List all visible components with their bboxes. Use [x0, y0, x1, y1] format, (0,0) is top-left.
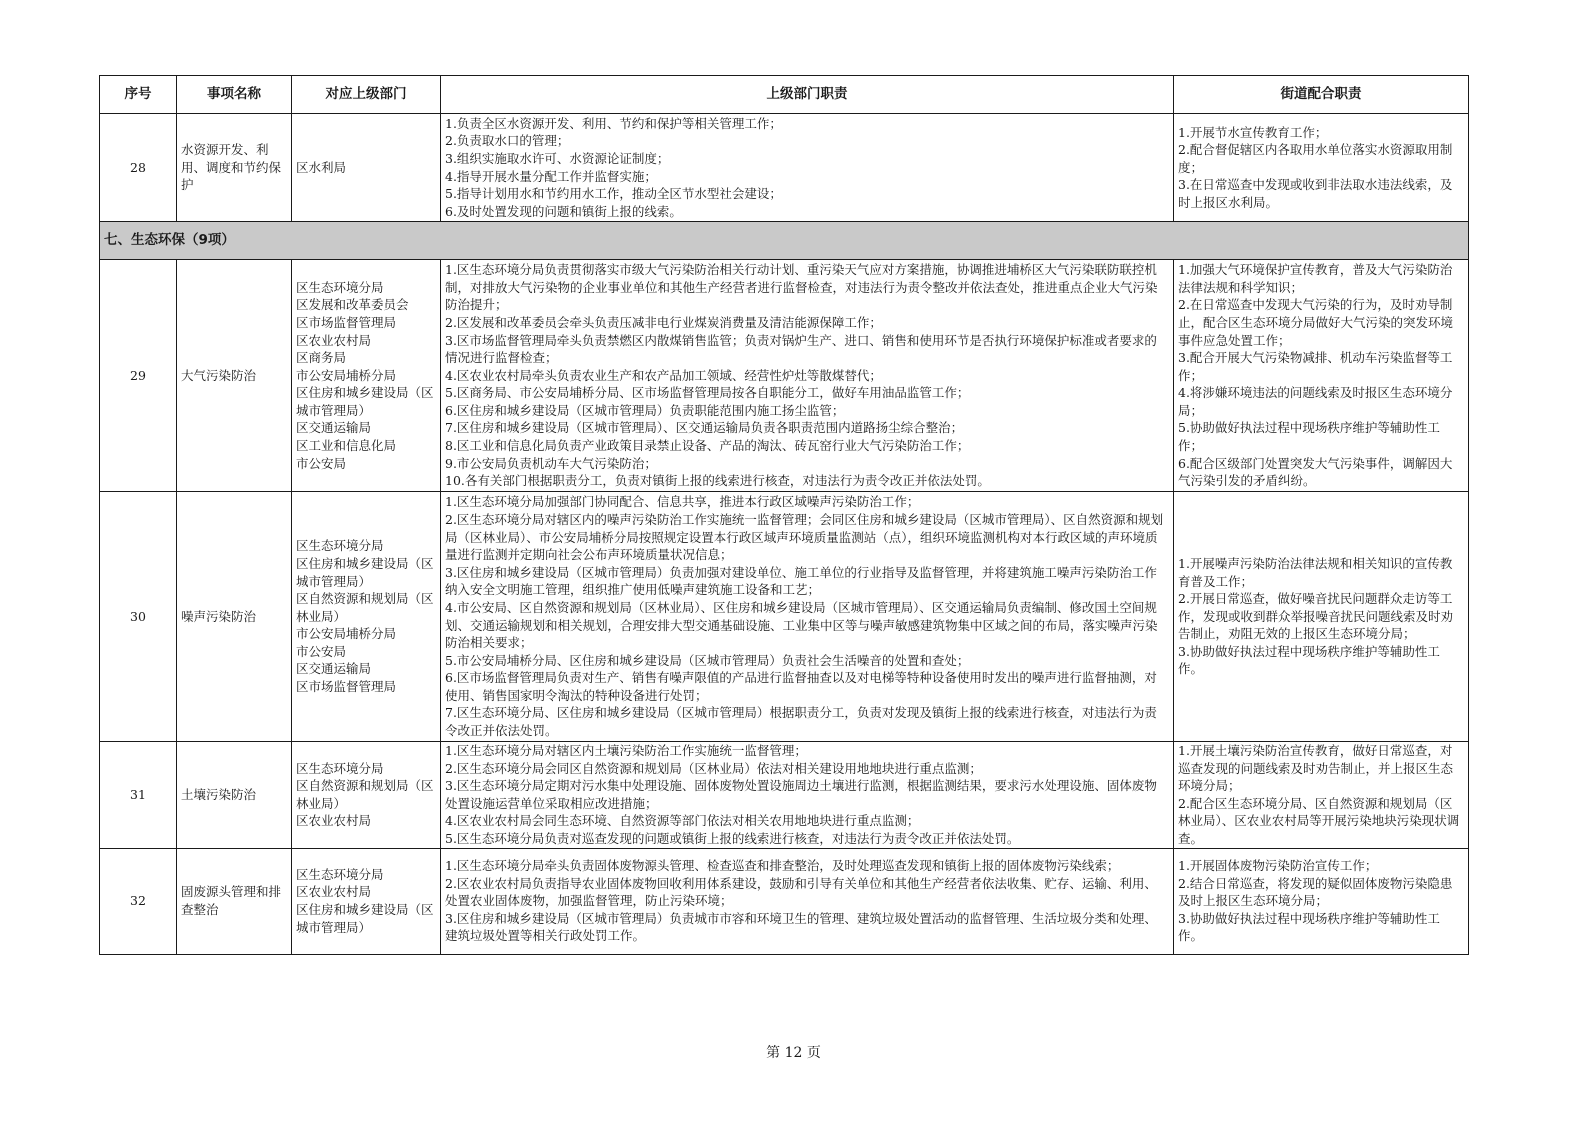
text-line: 4.指导开展水量分配工作并监督实施；	[445, 168, 657, 184]
text-line: 区生态环境分局	[296, 279, 384, 295]
text-line: 1.区生态环境分局负责贯彻落实市级大气污染防治相关行动计划、重污染天气应对方案措施，协调推进埔桥区大气污染联防联控机制，对排放大气污染物的企业事业单位和其他生产经营者进行监督检查，对违法行为责令整改并依法查处，推进重点企业大气污染防治提升；	[445, 262, 1158, 313]
text-line: 1.开展噪声污染防治法律法规和相关知识的宣传教育普及工作；	[1178, 555, 1453, 589]
duty-table	[99, 75, 1469, 955]
text-line: 区住房和城乡建设局（区城市管理局）	[296, 385, 434, 418]
superior-duties	[441, 742, 1174, 849]
text-line: 1.加强大气环境保护宣传教育，普及大气污染防治法律法规和科学知识；	[1178, 262, 1453, 295]
text-line: 3.在日常巡查中发现或收到非法取水违法线索，及时上报区水利局。	[1178, 177, 1453, 210]
text-line: 8.区工业和信息化局负责产业政策目录禁止设备、产品的淘汰、砖瓦窑行业大气污染防治工作；	[445, 438, 970, 454]
text-line: 5.区生态环境分局负责对巡查发现的问题或镇街上报的线索进行核查，对违法行为责令改正并依法处罚。	[445, 830, 1020, 846]
text-line: 2.区生态环境分局会同区自然资源和规划局（区林业局）依法对相关建设用地地块进行重点监测；	[445, 760, 982, 776]
header-seq: 序号	[100, 76, 177, 114]
table-row	[100, 114, 1469, 222]
text-line: 4.区农业农村局牵头负责农业生产和农产品加工领域、经营性炉灶等散煤替代；	[445, 367, 882, 383]
text-line: 1.负责全区水资源开发、利用、节约和保护等相关管理工作；	[445, 115, 782, 131]
text-line: 2.结合日常巡查，将发现的疑似固体废物污染隐患及时上报区生态环境分局；	[1178, 875, 1453, 909]
dept-list	[292, 260, 441, 492]
street-duties	[1174, 492, 1469, 742]
table-row	[100, 848, 1469, 954]
table-row	[100, 492, 1469, 742]
text-line: 市公安局	[296, 643, 347, 659]
text-line: 区商务局	[296, 350, 347, 366]
text-line: 区自然资源和规划局（区林业局）	[296, 778, 434, 811]
text-line: 区市场监督管理局	[296, 314, 397, 330]
text-line: 区生态环境分局	[296, 760, 384, 776]
text-line: 市公安局	[296, 455, 347, 471]
superior-duties	[441, 260, 1174, 492]
text-line: 7.区住房和城乡建设局（区城市管理局）、区交通运输局负责各职责范围内道路扬尘综合整治；	[445, 420, 964, 436]
text-line: 1.区生态环境分局牵头负责固体废物源头管理、检查巡查和排查整治，及时处理巡查发现和镇街上报的固体废物污染线索；	[445, 858, 1120, 874]
text-line: 2.在日常巡查中发现大气污染的行为，及时劝导制止，配合区生态环境分局做好大气污染的突发环境事件应急处置工作；	[1178, 297, 1454, 348]
text-line: 区市场监督管理局	[296, 679, 397, 695]
text-line: 市公安局埔桥分局	[296, 367, 397, 383]
text-line: 5.协助做好执法过程中现场秩序维护等辅助性工作；	[1178, 420, 1440, 454]
text-line: 1.开展土壤污染防治宣传教育，做好日常巡查，对巡查发现的问题线索及时劝告制止，并上报区生态环境分局；	[1178, 743, 1454, 794]
page-number: 第 12 页	[766, 1045, 821, 1061]
text-line: 区生态环境分局	[296, 866, 384, 882]
dept-list	[292, 492, 441, 742]
text-line: 3.配合开展大气污染物减排、机动车污染监督等工作；	[1178, 350, 1453, 383]
row-number: 29	[100, 260, 177, 492]
superior-duties	[441, 114, 1174, 222]
text-line: 6.配合区级部门处置突发大气污染事件，调解因大气污染引发的矛盾纠纷。	[1178, 455, 1453, 489]
street-duties	[1174, 114, 1469, 222]
text-line: 5.市公安局埔桥分局、区住房和城乡建设局（区城市管理局）负责社会生活噪音的处置和查处；	[445, 652, 970, 668]
section-row	[100, 222, 1469, 260]
text-line: 市公安局埔桥分局	[296, 626, 397, 642]
text-line: 3.区市场监督管理局牵头负责禁燃区内散煤销售监管；负责对锅炉生产、进口、销售和使用环节是否执行环境保护标准或者要求的情况进行监督检查；	[445, 332, 1157, 366]
table-row	[100, 742, 1469, 849]
dept-list	[292, 848, 441, 954]
text-line: 4.将涉嫌环境违法的问题线索及时报区生态环境分局；	[1178, 385, 1453, 418]
text-line: 1.区生态环境分局对辖区内土壤污染防治工作实施统一监督管理；	[445, 743, 807, 758]
text-line: 10.各有关部门根据职责分工，负责对镇街上报的线索进行核查，对违法行为责令改正并依法处罚。	[445, 473, 990, 489]
header-superior-dept: 对应上级部门	[292, 76, 441, 114]
text-line: 区生态环境分局	[296, 538, 384, 554]
text-line: 2.负责取水口的管理；	[445, 133, 570, 149]
header-item-name: 事项名称	[177, 76, 292, 114]
text-line: 区发展和改革委员会	[296, 297, 409, 313]
text-line: 区交通运输局	[296, 420, 372, 436]
row-number: 30	[100, 492, 177, 742]
item-name: 水资源开发、利用、调度和节约保护	[177, 114, 292, 222]
text-line: 3.区生态环境分局定期对污水集中处理设施、固体废物处置设施周边土壤进行监测，根据监测结果，要求污水处理设施、固体废物处置设施运营单位采取相应改进措施；	[445, 778, 1157, 811]
text-line: 区农业农村局	[296, 884, 372, 900]
row-number: 32	[100, 848, 177, 954]
text-line: 区交通运输局	[296, 661, 372, 677]
text-line: 1.开展节水宣传教育工作；	[1178, 124, 1328, 140]
text-line: 2.配合区生态环境分局、区自然资源和规划局（区林业局）、区农业农村局等开展污染地块污染现状调查。	[1178, 795, 1460, 846]
header-superior-duties: 上级部门职责	[441, 76, 1174, 114]
text-line: 6.区住房和城乡建设局（区城市管理局）负责职能范围内施工扬尘监管；	[445, 402, 845, 418]
text-line: 7.区生态环境分局、区住房和城乡建设局（区城市管理局）根据职责分工，负责对发现及镇街上报的线索进行核查，对违法行为责令改正并依法处罚。	[445, 705, 1157, 739]
text-line: 3.组织实施取水许可、水资源论证制度；	[445, 150, 670, 166]
header-street-duties: 街道配合职责	[1174, 76, 1469, 114]
text-line: 3.协助做好执法过程中现场秩序维护等辅助性工作。	[1178, 910, 1440, 944]
superior-duties	[441, 848, 1174, 954]
text-line: 区住房和城乡建设局（区城市管理局）	[296, 555, 434, 589]
dept-list	[292, 742, 441, 849]
street-duties	[1174, 742, 1469, 849]
text-line: 3.协助做好执法过程中现场秩序维护等辅助性工作。	[1178, 643, 1440, 677]
table-row	[100, 260, 1469, 492]
text-line: 区住房和城乡建设局（区城市管理局）	[296, 902, 434, 935]
text-line: 1.区生态环境分局加强部门协同配合、信息共享，推进本行政区域噪声污染防治工作；	[445, 494, 920, 510]
text-line: 6.区市场监督管理局负责对生产、销售有噪声限值的产品进行监督抽查以及对电梯等特种设备使用时发出的噪声进行监督抽测，对使用、销售国家明令淘汰的特种设备进行处罚；	[445, 670, 1157, 703]
dept-list	[292, 114, 441, 222]
item-name: 土壤污染防治	[177, 742, 292, 849]
text-line: 6.及时处置发现的问题和镇街上报的线索。	[445, 203, 682, 219]
text-line: 区农业农村局	[296, 332, 372, 348]
text-line: 区农业农村局	[296, 813, 372, 829]
text-line: 3.区住房和城乡建设局（区城市管理局）负责城市市容和环境卫生的管理、建筑垃圾处置活动的监督管理、生活垃圾分类和处理、建筑垃圾处置等相关行政处罚工作。	[445, 910, 1157, 944]
text-line: 5.指导计划用水和节约用水工作，推动全区节水型社会建设；	[445, 186, 782, 202]
text-line: 区自然资源和规划局（区林业局）	[296, 591, 434, 624]
text-line: 3.区住房和城乡建设局（区城市管理局）负责加强对建设单位、施工单位的行业指导及监督管理，并将建筑施工噪声污染防治工作纳入安全文明施工管理，组织推广使用低噪声建筑施工设备和工艺；	[445, 564, 1157, 598]
text-line: 5.区商务局、市公安局埔桥分局、区市场监督管理局按各自职能分工，做好车用油品监管工作；	[445, 385, 970, 401]
text-line: 区水利局	[296, 159, 347, 175]
text-line: 4.市公安局、区自然资源和规划局（区林业局）、区住房和城乡建设局（区城市管理局）、区交通运输局负责编制、修改国土空间规划、交通运输规划和相关规划，合理安排大型交通基础设施、工业集中区等与噪声敏感建筑物集中区域之间的布局，落实噪声污染防治相关要求；	[445, 599, 1158, 651]
street-duties	[1174, 848, 1469, 954]
item-name: 噪声污染防治	[177, 492, 292, 742]
row-number: 28	[100, 114, 177, 222]
superior-duties	[441, 492, 1174, 742]
section-title: 七、生态环保（9项）	[100, 222, 1469, 260]
header-row	[100, 76, 1469, 114]
text-line: 2.区农业农村局负责指导农业固体废物回收利用体系建设，鼓励和引导有关单位和其他生产经营者依法收集、贮存、运输、利用、处置农业固体废物，加强监督管理，防止污染环境；	[445, 875, 1157, 909]
text-line: 2.配合督促辖区内各取用水单位落实水资源取用制度；	[1178, 142, 1453, 175]
text-line: 区工业和信息化局	[296, 438, 397, 454]
street-duties	[1174, 260, 1469, 492]
row-number: 31	[100, 742, 177, 849]
text-line: 1.开展固体废物污染防治宣传工作；	[1178, 858, 1378, 874]
text-line: 2.区生态环境分局对辖区内的噪声污染防治工作实施统一监督管理；会同区住房和城乡建设局（区城市管理局）、区自然资源和规划局（区林业局）、市公安局埔桥分局按照规定设置本行政区域声环境质量监测站（点），组织环境监测机构对本行政区域的声环境质量进行监测并定期向社会公布声环境质量状况信息；	[445, 511, 1164, 563]
text-line: 2.区发展和改革委员会牵头负责压减非电行业煤炭消费量及清洁能源保障工作；	[445, 314, 882, 330]
text-line: 4.区农业农村局会同生态环境、自然资源等部门依法对相关农用地地块进行重点监测；	[445, 813, 920, 829]
text-line: 9.市公安局负责机动车大气污染防治；	[445, 455, 657, 471]
item-name: 固废源头管理和排查整治	[177, 848, 292, 954]
item-name: 大气污染防治	[177, 260, 292, 492]
text-line: 2.开展日常巡查，做好噪音扰民问题群众走访等工作，发现或收到群众举报噪音扰民问题线索及时劝告制止，劝阻无效的上报区生态环境分局；	[1178, 591, 1454, 642]
